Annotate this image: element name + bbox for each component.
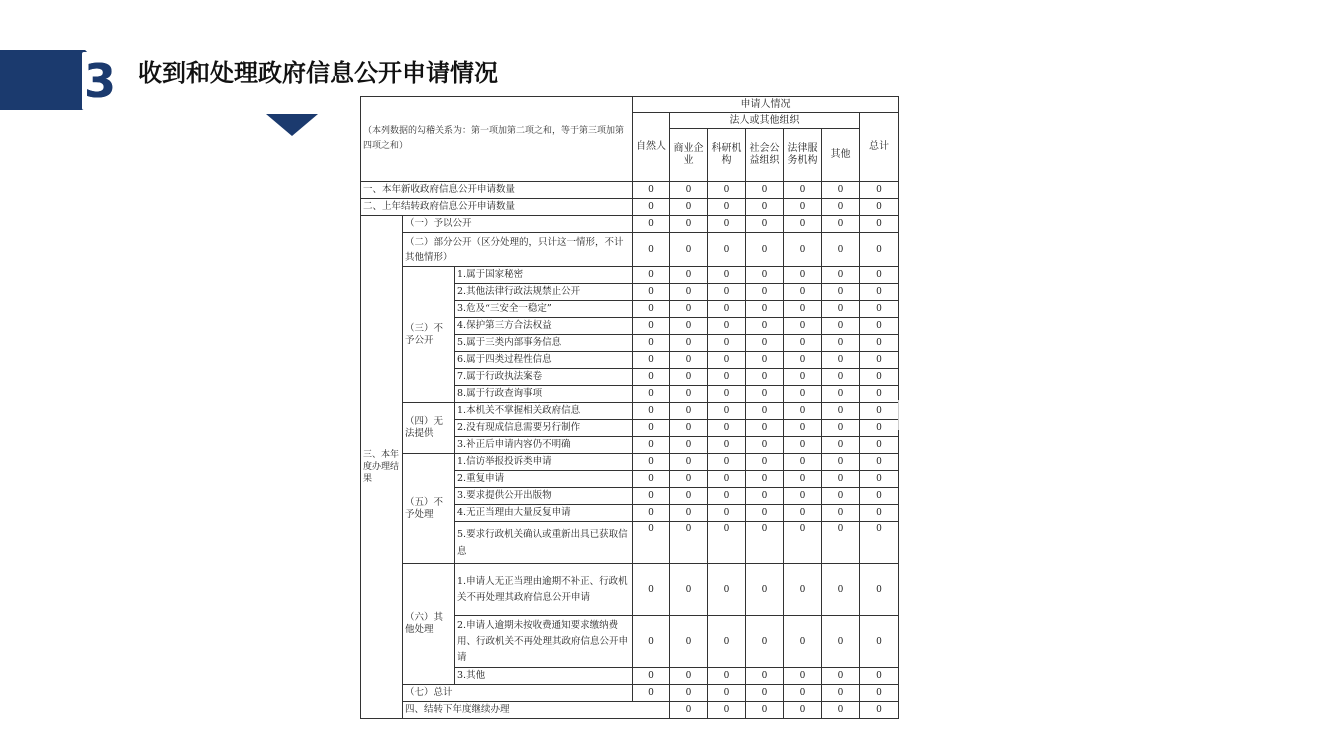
cell-value: 0: [860, 267, 899, 284]
cell-value: 0: [670, 199, 708, 216]
cell-value: 0: [708, 505, 746, 522]
cell-value: 0: [822, 488, 860, 505]
cell-value: 0: [670, 352, 708, 369]
cell-value: 0: [708, 267, 746, 284]
cell-value: 0: [708, 199, 746, 216]
cell-value: 0: [633, 564, 670, 616]
cell-value: 0: [860, 182, 899, 199]
cell-value: 0: [633, 369, 670, 386]
cell-value: 0: [670, 301, 708, 318]
cell-value: 0: [784, 403, 822, 420]
cell-value: 0: [708, 318, 746, 335]
cell-value: 0: [708, 284, 746, 301]
cell-value: 0: [822, 454, 860, 471]
cell-value: 0: [784, 522, 822, 564]
cell-value: 0: [746, 284, 784, 301]
cell-value: 0: [860, 199, 899, 216]
cell-value: 0: [633, 668, 670, 685]
cell-value: 0: [708, 386, 746, 403]
cell-value: 0: [822, 420, 860, 437]
cell-value: 0: [708, 564, 746, 616]
cell-value: 0: [633, 386, 670, 403]
cell-value: 0: [746, 216, 784, 233]
cell-value: 0: [784, 369, 822, 386]
cell-value: 0: [746, 182, 784, 199]
row-label: 5.要求行政机关确认或重新出具已获取信息: [455, 522, 633, 564]
cell-value: 0: [746, 471, 784, 488]
cell-value: 0: [784, 216, 822, 233]
table-row: [361, 267, 899, 284]
cell-value: 0: [822, 505, 860, 522]
cell-value: 0: [670, 668, 708, 685]
cell-value: 0: [860, 564, 899, 616]
table-row: [361, 216, 899, 233]
cell-value: 0: [746, 267, 784, 284]
cell-value: 0: [784, 199, 822, 216]
cell-value: 0: [633, 182, 670, 199]
cell-value: 0: [670, 386, 708, 403]
cell-value: 0: [860, 702, 899, 719]
cell-value: 0: [633, 318, 670, 335]
cell-value: 0: [784, 471, 822, 488]
cell-value: 0: [746, 522, 784, 564]
group-label-g3: （三）不予公开: [403, 267, 455, 403]
cell-value: 0: [860, 668, 899, 685]
header-legal: 法人或其他组织: [670, 113, 860, 129]
cell-value: 0: [784, 505, 822, 522]
header-col: 自然人: [633, 113, 670, 182]
document-image: [360, 96, 900, 741]
header-col: 社会公益组织: [746, 129, 784, 182]
cell-value: 0: [822, 369, 860, 386]
header-col: 其他: [822, 129, 860, 182]
row-label: （一）予以公开: [403, 216, 633, 233]
cell-value: 0: [708, 488, 746, 505]
cell-value: 0: [708, 335, 746, 352]
cell-value: 0: [670, 471, 708, 488]
cell-value: 0: [784, 685, 822, 702]
cell-value: 0: [708, 403, 746, 420]
cell-value: 0: [784, 668, 822, 685]
cell-value: 0: [860, 522, 899, 564]
header-col: 总计: [860, 113, 899, 182]
cell-value: 0: [784, 437, 822, 454]
row-label: 6.属于四类过程性信息: [455, 352, 633, 369]
cell-value: 0: [822, 564, 860, 616]
cell-value: 0: [860, 386, 899, 403]
cell-value: 0: [822, 702, 860, 719]
cell-value: 0: [708, 668, 746, 685]
cell-value: 0: [670, 369, 708, 386]
header-col: 科研机构: [708, 129, 746, 182]
table-row: [361, 182, 899, 199]
cell-value: 0: [670, 420, 708, 437]
cell-value: 0: [633, 685, 670, 702]
row-label: 2.申请人逾期未按收费通知要求缴纳费用、行政机关不再处理其政府信息公开申请: [455, 616, 633, 668]
cell-value: 0: [708, 352, 746, 369]
cell-value: 0: [784, 284, 822, 301]
cell-value: 0: [784, 267, 822, 284]
cell-value: 0: [708, 420, 746, 437]
table-row: [361, 403, 899, 420]
cell-value: 0: [708, 702, 746, 719]
row-label: 4.无正当理由大量反复申请: [455, 505, 633, 522]
cell-value: 0: [708, 471, 746, 488]
row-label: （二）部分公开（区分处理的，只计这一情形，不计其他情形）: [403, 233, 633, 267]
cell-value: 0: [746, 301, 784, 318]
cell-value: 0: [822, 437, 860, 454]
cell-value: 0: [670, 702, 708, 719]
cell-value: 0: [746, 369, 784, 386]
cell-value: 0: [860, 216, 899, 233]
cell-value: 0: [708, 301, 746, 318]
cell-value: 0: [633, 403, 670, 420]
table-row: [361, 685, 899, 702]
cell-value: 0: [633, 471, 670, 488]
cell-value: 0: [860, 616, 899, 668]
cell-value: 0: [822, 335, 860, 352]
cell-value: 0: [670, 403, 708, 420]
cell-value: 0: [860, 284, 899, 301]
cell-value: 0: [860, 301, 899, 318]
cell-value: 0: [708, 522, 746, 564]
table-row: [361, 454, 899, 471]
cell-value: 0: [708, 233, 746, 267]
cell-value: 0: [784, 564, 822, 616]
cell-value: 0: [822, 352, 860, 369]
cell-value: 0: [633, 616, 670, 668]
cell-value: 0: [746, 564, 784, 616]
cell-value: 0: [670, 488, 708, 505]
cell-value: 0: [670, 685, 708, 702]
cell-value: 0: [746, 437, 784, 454]
row-label: 3.其他: [455, 668, 633, 685]
cell-value: 0: [784, 301, 822, 318]
cell-value: 0: [860, 454, 899, 471]
row-label: 1.信访举报投诉类申请: [455, 454, 633, 471]
cell-value: 0: [746, 403, 784, 420]
cell-value: 0: [633, 454, 670, 471]
cell-value: 0: [633, 420, 670, 437]
cell-value: 0: [670, 505, 708, 522]
cell-value: 0: [784, 182, 822, 199]
cell-value: 0: [860, 420, 899, 437]
cell-value: 0: [784, 454, 822, 471]
row-label: 7.属于行政执法案卷: [455, 369, 633, 386]
cell-value: 0: [822, 318, 860, 335]
cell-value: 0: [633, 301, 670, 318]
row-label: 二、上年结转政府信息公开申请数量: [361, 199, 633, 216]
cell-value: 0: [746, 199, 784, 216]
cell-value: 0: [860, 335, 899, 352]
cell-value: 0: [822, 386, 860, 403]
cell-value: 0: [670, 233, 708, 267]
cell-value: 0: [670, 437, 708, 454]
cell-value: 0: [822, 668, 860, 685]
row-label: 1.本机关不掌握相关政府信息: [455, 403, 633, 420]
row-label: 8.属于行政查询事项: [455, 386, 633, 403]
cell-value: 0: [746, 616, 784, 668]
header-col: 法律服务机构: [784, 129, 822, 182]
cell-value: 0: [746, 702, 784, 719]
row-label: 2.重复申请: [455, 471, 633, 488]
cell-value: 0: [633, 233, 670, 267]
cell-value: 0: [860, 318, 899, 335]
table-row: [361, 702, 899, 719]
cell-value: 0: [708, 437, 746, 454]
cell-value: 0: [633, 522, 670, 564]
group-label-g6: （六）其他处理: [403, 564, 455, 685]
table-row: [361, 199, 899, 216]
slide-title: 收到和处理政府信息公开申请情况: [138, 59, 498, 87]
cell-value: 0: [670, 284, 708, 301]
row-label: 1.属于国家秘密: [455, 267, 633, 284]
cell-value: 0: [670, 522, 708, 564]
cell-value: 0: [708, 182, 746, 199]
cell-value: 0: [822, 199, 860, 216]
section-number: 3: [83, 54, 116, 108]
row-label: 3.补正后申请内容仍不明确: [455, 437, 633, 454]
cell-value: 0: [860, 233, 899, 267]
row-label: 2.其他法律行政法规禁止公开: [455, 284, 633, 301]
cell-value: 0: [670, 318, 708, 335]
cell-value: 0: [860, 352, 899, 369]
group-label-g5: （五）不予处理: [403, 454, 455, 564]
row-label: 4.保护第三方合法权益: [455, 318, 633, 335]
statistics-table: [360, 96, 899, 719]
row-label: 5.属于三类内部事务信息: [455, 335, 633, 352]
cell-value: 0: [633, 437, 670, 454]
cell-value: 0: [633, 216, 670, 233]
cell-value: 0: [746, 685, 784, 702]
cell-value: 0: [822, 301, 860, 318]
cell-value: 0: [860, 403, 899, 420]
cell-value: 0: [633, 488, 670, 505]
cell-value: 0: [670, 182, 708, 199]
cell-value: 0: [822, 616, 860, 668]
cell-value: 0: [822, 233, 860, 267]
cell-value: 0: [708, 369, 746, 386]
document-edge-divider: [898, 400, 905, 430]
cell-value: 0: [784, 233, 822, 267]
cell-value: 0: [746, 454, 784, 471]
cell-value: 0: [746, 335, 784, 352]
cell-value: 0: [670, 454, 708, 471]
cell-value: 0: [633, 284, 670, 301]
header-applicant: 申请人情况: [633, 97, 899, 113]
cell-value: 0: [822, 267, 860, 284]
header-col: 商业企业: [670, 129, 708, 182]
cell-value: 0: [822, 685, 860, 702]
cell-value: 0: [784, 318, 822, 335]
cell-value: 0: [708, 216, 746, 233]
row-label: 1.申请人无正当理由逾期不补正、行政机关不再处理其政府信息公开申请: [455, 564, 633, 616]
triangle-down-icon: [266, 114, 318, 136]
table-note: （本列数据的勾稽关系为：第一项加第二项之和，等于第三项加第四项之和）: [361, 97, 633, 182]
cell-value: 0: [708, 685, 746, 702]
group-label-sec3: 三、本年度办理结果: [361, 216, 403, 719]
cell-value: 0: [784, 352, 822, 369]
row-label: （七）总计: [403, 685, 633, 702]
cell-value: 0: [822, 522, 860, 564]
row-label: 四、结转下年度继续办理: [403, 702, 670, 719]
cell-value: 0: [746, 233, 784, 267]
row-label: 3.要求提供公开出版物: [455, 488, 633, 505]
cell-value: 0: [746, 420, 784, 437]
cell-value: 0: [784, 488, 822, 505]
table-row: [361, 564, 899, 616]
cell-value: 0: [633, 335, 670, 352]
cell-value: 0: [708, 454, 746, 471]
cell-value: 0: [746, 318, 784, 335]
cell-value: 0: [633, 352, 670, 369]
cell-value: 0: [822, 284, 860, 301]
cell-value: 0: [860, 488, 899, 505]
row-label: 一、本年新收政府信息公开申请数量: [361, 182, 633, 199]
cell-value: 0: [633, 199, 670, 216]
cell-value: 0: [822, 182, 860, 199]
cell-value: 0: [746, 505, 784, 522]
cell-value: 0: [822, 216, 860, 233]
row-label: 2.没有现成信息需要另行制作: [455, 420, 633, 437]
row-label: 3.危及“三安全一稳定”: [455, 301, 633, 318]
cell-value: 0: [670, 216, 708, 233]
cell-value: 0: [670, 564, 708, 616]
cell-value: 0: [784, 335, 822, 352]
group-label-g4: （四）无法提供: [403, 403, 455, 454]
cell-value: 0: [822, 471, 860, 488]
cell-value: 0: [670, 267, 708, 284]
cell-value: 0: [670, 616, 708, 668]
cell-value: 0: [633, 267, 670, 284]
table-row: [361, 233, 899, 267]
cell-value: 0: [860, 471, 899, 488]
cell-value: 0: [784, 616, 822, 668]
cell-value: 0: [784, 420, 822, 437]
cell-value: 0: [860, 437, 899, 454]
cell-value: 0: [860, 505, 899, 522]
cell-value: 0: [746, 668, 784, 685]
cell-value: 0: [860, 685, 899, 702]
cell-value: 0: [784, 702, 822, 719]
cell-value: 0: [822, 403, 860, 420]
cell-value: 0: [746, 386, 784, 403]
cell-value: 0: [633, 505, 670, 522]
cell-value: 0: [708, 616, 746, 668]
cell-value: 0: [784, 386, 822, 403]
cell-value: 0: [746, 488, 784, 505]
cell-value: 0: [670, 335, 708, 352]
cell-value: 0: [746, 352, 784, 369]
cell-value: 0: [860, 369, 899, 386]
